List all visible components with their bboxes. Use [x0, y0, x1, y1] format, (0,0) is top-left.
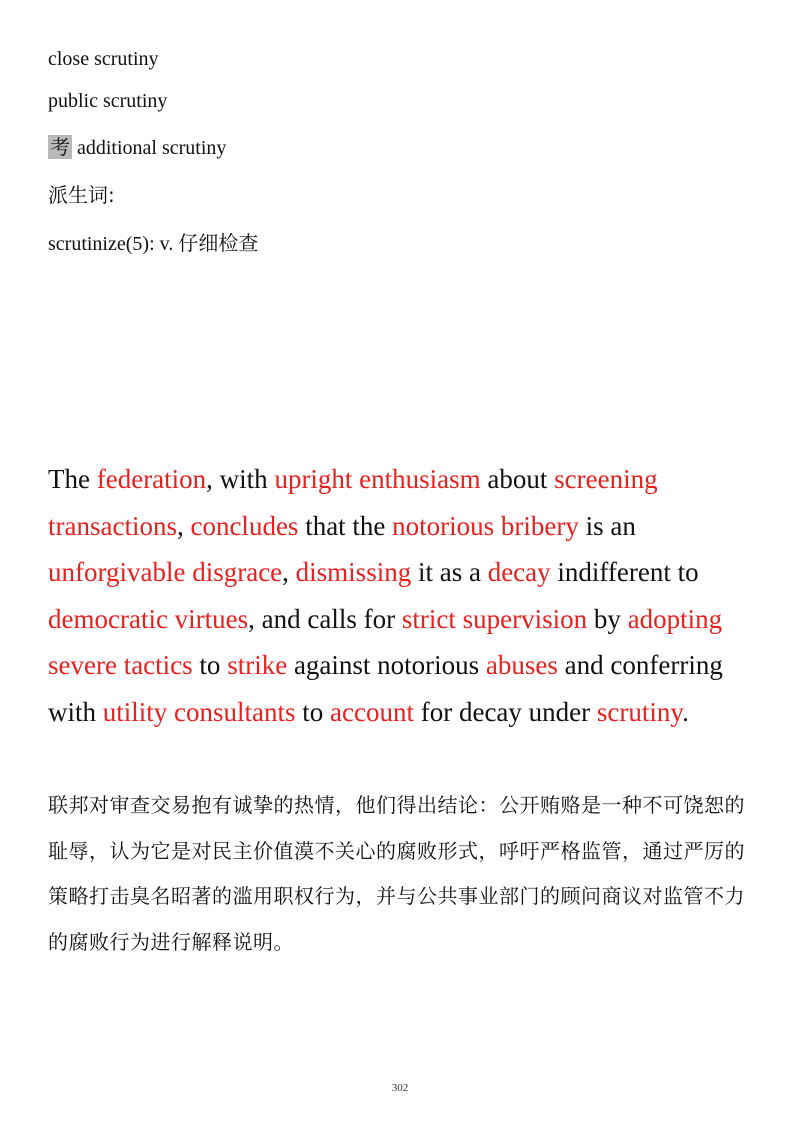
paragraph-text: against notorious	[287, 650, 486, 680]
exam-tag: 考	[50, 135, 70, 159]
collocation-text: public scrutiny	[48, 90, 168, 112]
highlighted-phrase: utility consultants	[102, 696, 296, 727]
paragraph-text: , and calls for	[248, 603, 402, 634]
highlighted-phrase: abuses	[485, 650, 558, 680]
derivatives-heading: 派生词:	[48, 183, 115, 207]
paragraph-text: is an	[578, 510, 636, 541]
highlighted-phrase: screening transactions	[48, 464, 658, 541]
paragraph-text: indifferent to	[550, 557, 699, 587]
highlighted-phrase: strike	[227, 650, 288, 680]
paragraph-text: ,	[176, 510, 191, 541]
paragraph-text: for decay under	[413, 696, 597, 727]
highlighted-phrase: unforgivable disgrace	[48, 557, 283, 587]
derivative-meaning: 仔细检查	[178, 231, 259, 255]
highlighted-phrase: concludes	[190, 510, 299, 541]
highlighted-phrase: federation	[96, 464, 207, 494]
paragraph-text: it as a	[411, 557, 488, 587]
highlighted-phrase: scrutiny	[596, 696, 683, 727]
highlighted-phrase: decay	[487, 557, 551, 587]
paragraph-text: The	[48, 464, 97, 494]
derivative-word: scrutinize(5): v.	[48, 233, 179, 255]
highlighted-phrase: account	[330, 696, 414, 727]
collocation-public-scrutiny	[48, 90, 167, 113]
paragraph-text: and conferring with	[48, 650, 723, 727]
paragraph-text: to	[295, 696, 331, 727]
page-number: 302	[391, 1082, 409, 1094]
collocation-text: close scrutiny	[48, 48, 159, 70]
chinese-paragraph: 联邦对审查交易抱有诚挚的热情，他们得出结论：公开贿赂是一种不可饶恕的耻辱，认为它是对民主价值漠不关心的腐败形式，呼吁严格监管，通过严厉的策略打击臭名昭著的滥用职权行为，并与公共事业部门的顾问商议对监管不力的腐败行为进行解释说明。	[48, 793, 745, 954]
derivative-entry	[48, 227, 258, 256]
collocation-text: additional scrutiny	[72, 137, 227, 159]
paragraph-text: .	[682, 696, 689, 727]
english-paragraph	[48, 456, 760, 735]
highlighted-phrase: upright enthusiasm	[274, 464, 481, 494]
paragraph-text: to	[192, 650, 228, 680]
collocation-close-scrutiny	[48, 48, 159, 71]
paragraph-text: about	[480, 464, 555, 494]
paragraph-text: by	[587, 603, 628, 634]
paragraph-text: , with	[206, 464, 275, 494]
paragraph-text: ,	[282, 557, 296, 587]
highlighted-phrase: democratic virtues	[48, 603, 249, 634]
collocation-additional-scrutiny	[48, 131, 226, 160]
highlighted-phrase: notorious bribery	[392, 510, 579, 541]
highlighted-phrase: adopting severe tactics	[48, 603, 723, 680]
paragraph-text: that the	[298, 510, 393, 541]
highlighted-phrase: strict supervision	[401, 603, 588, 634]
highlighted-phrase: dismissing	[295, 557, 412, 587]
